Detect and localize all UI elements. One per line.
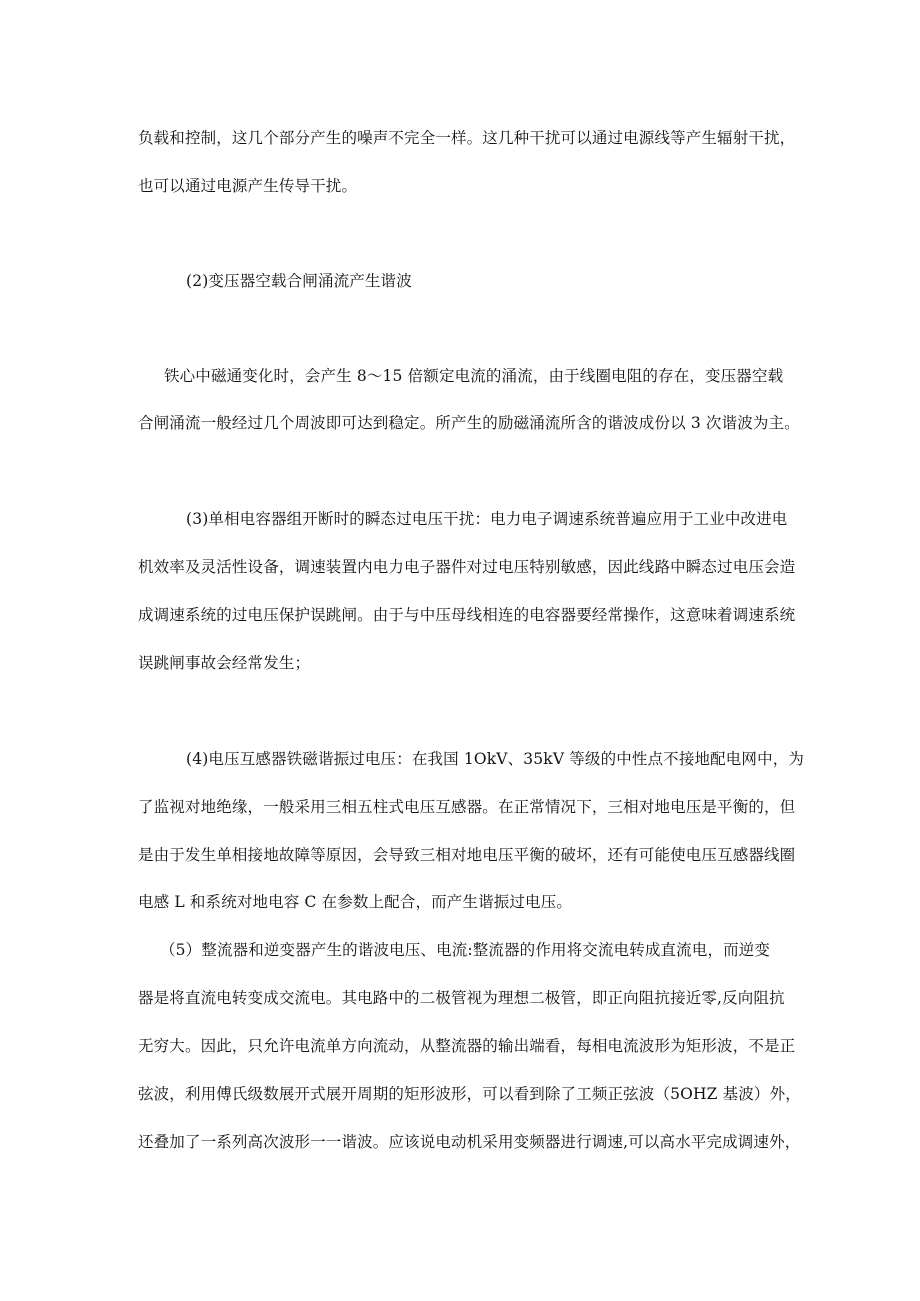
text-line: 器是将直流电转变成交流电。其电路中的二极管视为理想二极管，即正向阻抗接近零,反向阻抗	[138, 989, 785, 1007]
text-line: 合闸涌流一般经过几个周波即可达到稳定。所产生的励磁涌流所含的谐波成份以 3 次谐波为主。	[138, 414, 800, 432]
text-line: (3)单相电容器组开断时的瞬态过电压干扰：电力电子调速系统普遍应用于工业中改进电	[186, 510, 788, 528]
text-line: (4)电压互感器铁磁谐振过电压：在我国 1OkV、35kV 等级的中性点不接地配电网中，为	[186, 750, 805, 768]
text-line: （5）整流器和逆变器产生的谐波电压、电流:整流器的作用将交流电转成直流电，而逆变	[160, 941, 771, 959]
text-line: 负载和控制，这几个部分产生的噪声不完全一样。这几种干扰可以通过电源线等产生辐射干扰，	[138, 129, 796, 147]
text-line: 电感 L 和系统对地电容 C 在参数上配合，而产生谐振过电压。	[138, 893, 573, 911]
text-line: 也可以通过电源产生传导干扰。	[138, 177, 358, 195]
text-line: 机效率及灵活性设备，调速装置内电力电子器件对过电压特别敏感，因此线路中瞬态过电压会造	[138, 558, 796, 576]
text-line: 误跳闸事故会经常发生；	[138, 654, 311, 672]
text-line: 了监视对地绝缘，一般采用三相五柱式电压互感器。在正常情况下，三相对地电压是平衡的，但	[138, 798, 796, 816]
text-line: 铁心中磁通变化时，会产生 8～15 倍额定电流的涌流，由于线圈电阻的存在，变压器空载	[164, 367, 784, 385]
text-line: 无穷大。因此，只允许电流单方向流动，从整流器的输出端看，每相电流波形为矩形波，不是正	[138, 1037, 796, 1055]
text-line: 成调速系统的过电压保护误跳闸。由于与中压母线相连的电容器要经常操作，这意味着调速系统	[138, 606, 796, 624]
text-line: 是由于发生单相接地故障等原因，会导致三相对地电压平衡的破坏，还有可能使电压互感器线圈	[138, 846, 796, 864]
section-heading: (2)变压器空载合闸涌流产生谐波	[186, 272, 412, 290]
text-line: 弦波，利用傅氏级数展开式展开周期的矩形波形，可以看到除了工频正弦波（5OHZ 基波）外，	[138, 1085, 801, 1103]
text-line: 还叠加了一系列高次波形一一谐波。应该说电动机采用变频器进行调速,可以高水平完成调速外，	[138, 1133, 801, 1151]
